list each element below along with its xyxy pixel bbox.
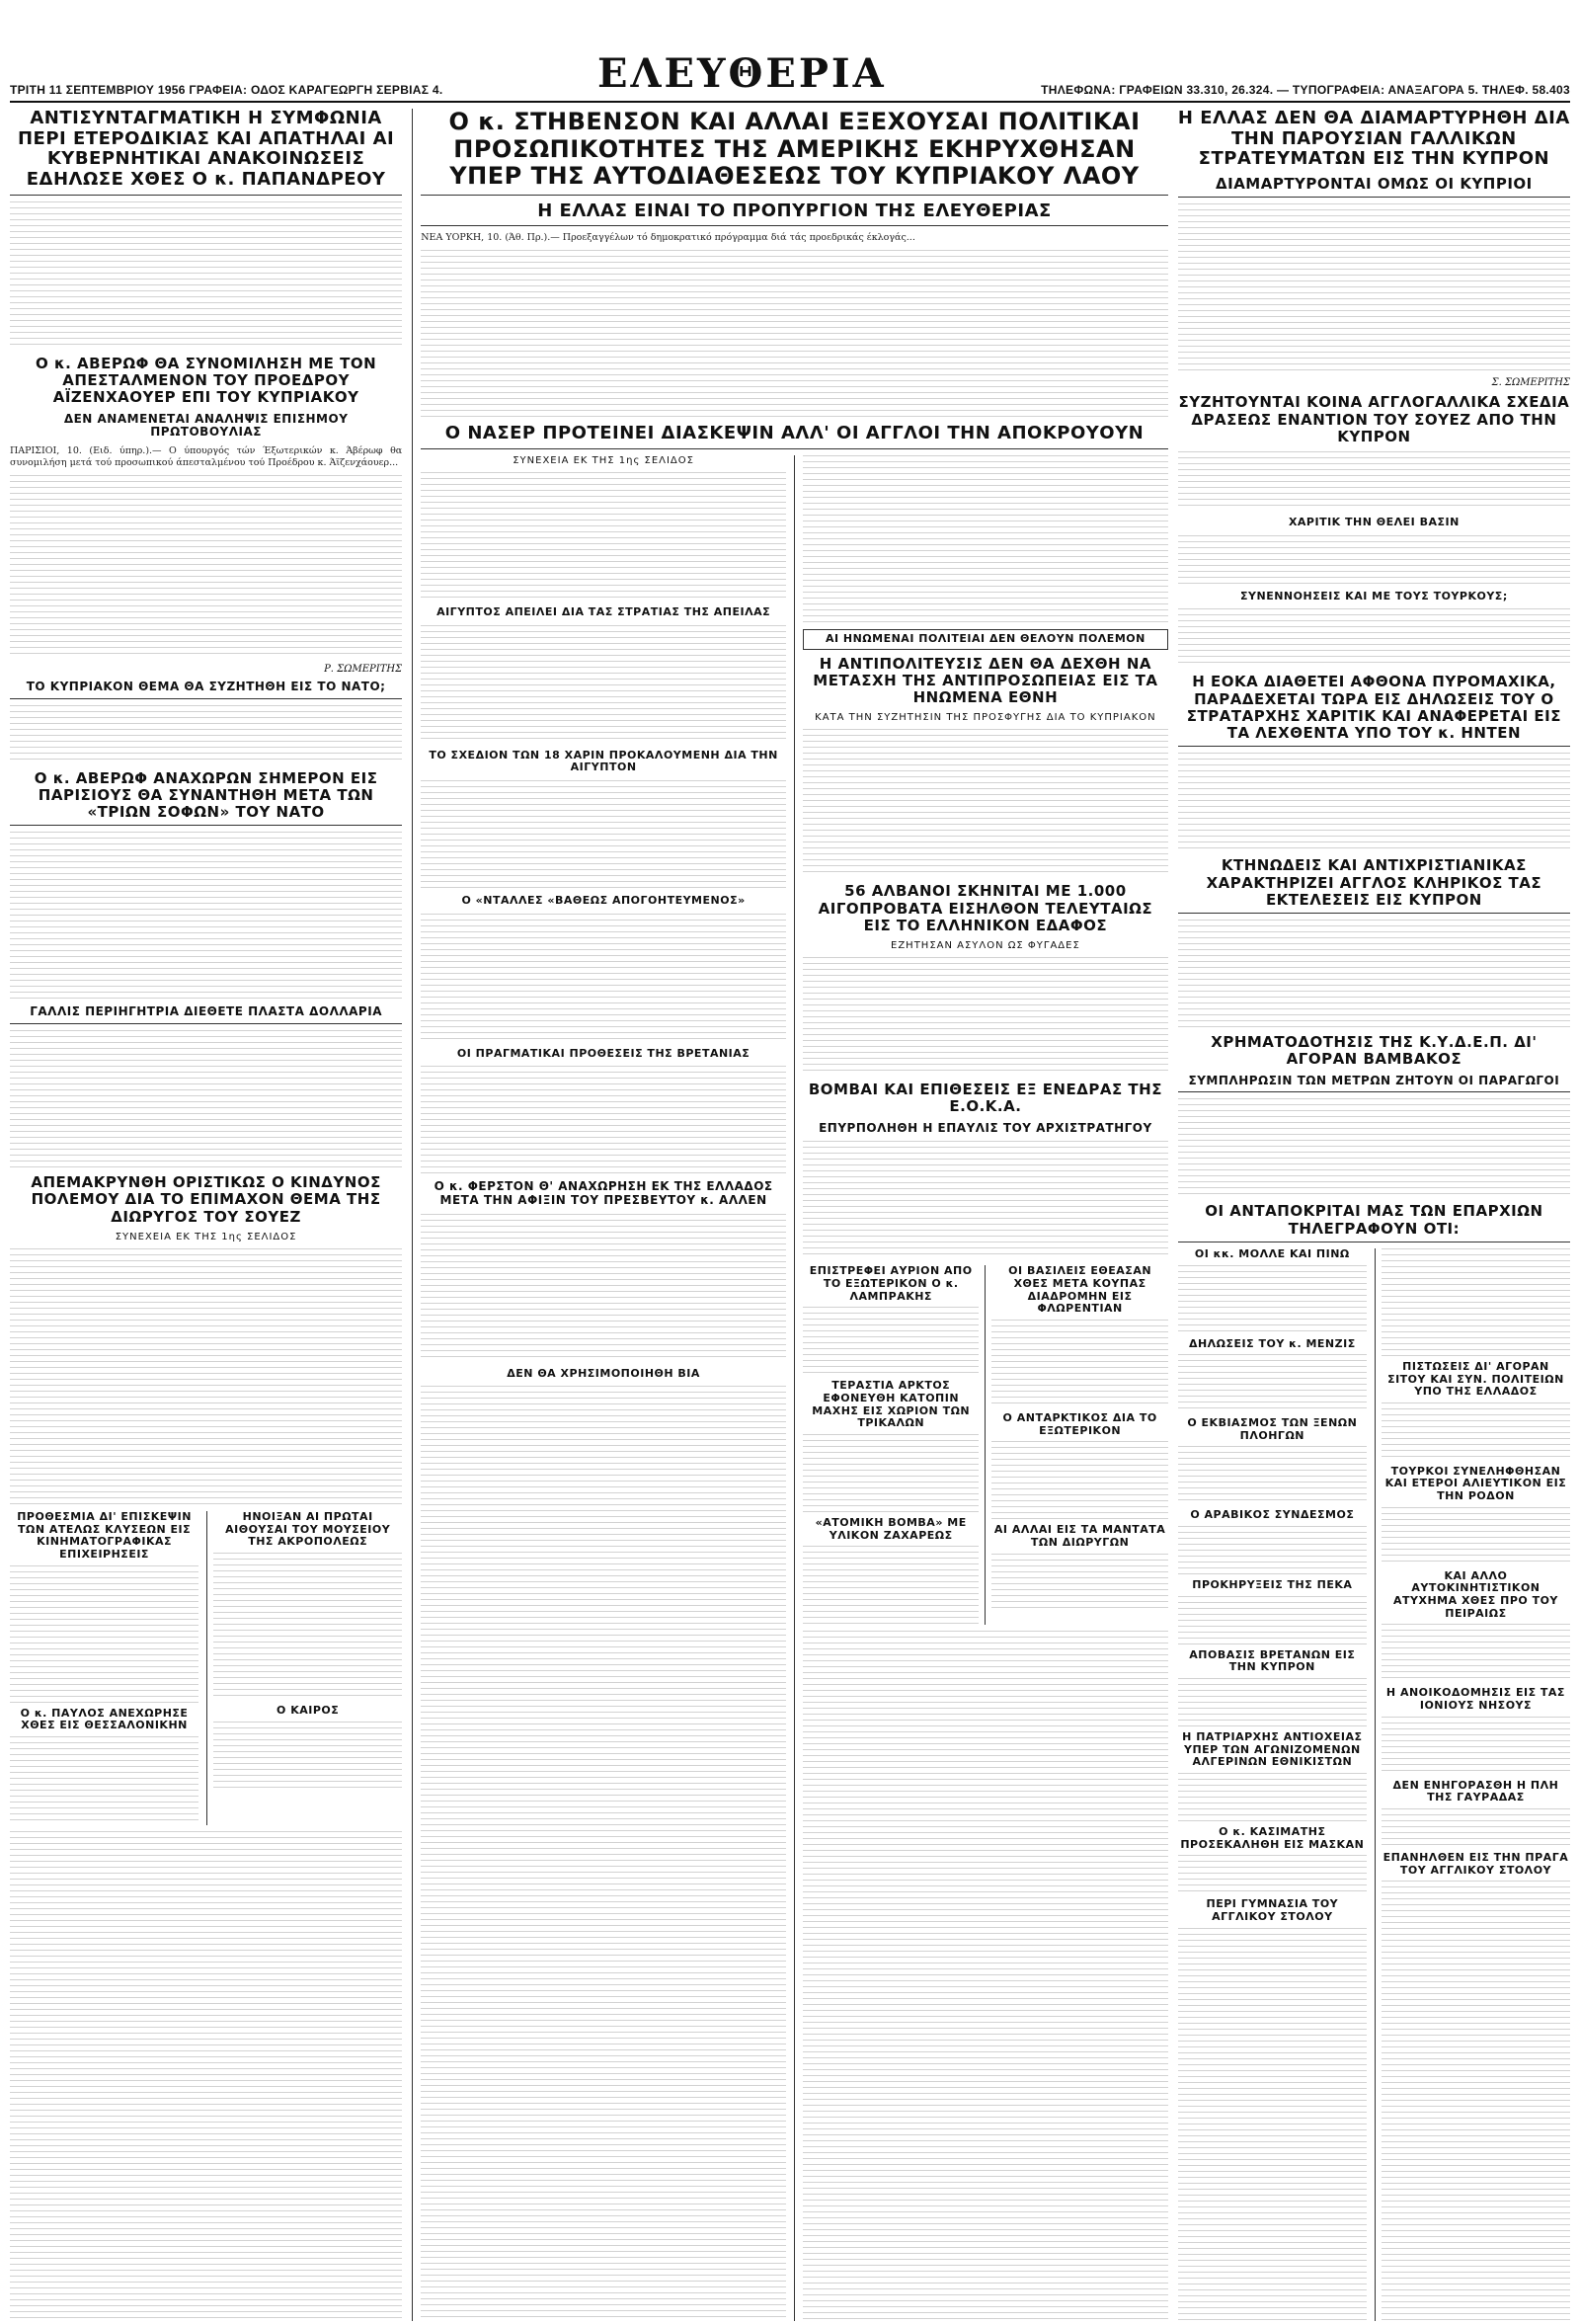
headline-provincial-correspondents: ΟΙ ΑΝΤΑΠΟΚΡΙΤΑΙ ΜΑΣ ΤΩΝ ΕΠΑΡΧΙΩΝ ΤΗΛΕΓΡΑΦΟΥΝ ΟΤΙ: <box>1178 1203 1570 1242</box>
headline-eoka-ammunition: Η ΕΟΚΑ ΔΙΑΘΕΤΕΙ ΑΦΘΟΝΑ ΠΥΡΟΜΑΧΙΚΑ, ΠΑΡΑΔΕΧΕΤΑΙ ΤΩΡΑ ΕΙΣ ΔΗΛΩΣΕΙΣ ΤΟΥ Ο ΣΤΡΑΤΑΡΧΗΣ ΧΑΡΙΤΙΚ ΚΑΙ ΑΝΑΦΕΡΕΤΑΙ ΕΙΣ ΤΑ ΛΕΧΘΕΝΤΑ ΥΠΟ ΤΟΥ κ. ΗΝΤΕΝ <box>1178 674 1570 747</box>
article-body <box>10 832 402 1000</box>
subheadline-asylum: ΕΖΗΤΗΣΑΝ ΑΣΥΛΟΝ ΩΣ ΦΥΓΑΔΕΣ <box>891 940 1080 952</box>
article-body <box>803 729 1168 877</box>
article-body <box>991 1441 1167 1520</box>
headline-canals: ΑΙ ΑΛΛΑΙ ΕΙΣ ΤΑ ΜΑΝΤΑΤΑ ΤΩΝ ΔΙΩΡΥΓΩΝ <box>993 1523 1166 1549</box>
middle-columns <box>421 455 1168 2321</box>
article-body <box>10 201 402 350</box>
dateline-paris: ΠΑΡΙΣΙΟΙ, 10. (Ειδ. ύπηρ.).— Ο ύπουργός τών Έξωτερικών κ. Άβέρωφ θα συνομιλήση μετά τού προσωπικού άπεσταλμένου τού Προέδρου κ. Άϊζενχάουερ... <box>10 445 403 468</box>
right-bottom-b <box>1375 1248 1570 2321</box>
masthead-date-address: ΤΡΙΤΗ 11 ΣΕΠΤΕΜΒΡΙΟΥ 1956 ΓΡΑΦΕΙΑ: ΟΔΟΣ ΚΑΡΑΓΕΩΡΓΗ ΣΕΡΒΙΑΣ 4. <box>10 83 443 97</box>
headline-acropolis-museum: ΗΝΟΙΞΑΝ ΑΙ ΠΡΩΤΑΙ ΑΙΘΟΥΣΑΙ ΤΟΥ ΜΟΥΣΕΙΟΥ ΤΗΣ ΑΚΡΟΠΟΛΕΩΣ <box>225 1509 391 1549</box>
article-body <box>803 1307 979 1376</box>
article-body <box>1178 1446 1367 1505</box>
headline-fleet-exercise: ΠΕΡΙ ΓΥΜΝΑΣΙΑ ΤΟΥ ΑΓΓΛΙΚΟΥ ΣΤΟΛΟΥ <box>1206 1897 1339 1923</box>
headline-albanians: 56 ΑΛΒΑΝΟΙ ΣΚΗΝΙΤΑΙ ΜΕ 1.000 ΑΙΓΟΠΡΟΒΑΤΑ ΕΙΣΗΛΘΟΝ ΤΕΛΕΥΤΑΙΩΣ ΕΙΣ ΤΟ ΕΛΛΗΝΙΚΟΝ ΕΔΑΦΟΣ <box>818 882 1153 934</box>
headline-gavrada: ΔΕΝ ΕΝΗΓΟΡΑΣΘΗ Η ΠΛΗ ΤΗΣ ΓΑΥΡΑΔΑΣ <box>1392 1778 1559 1804</box>
article-body <box>991 1554 1167 1613</box>
subheadline-cypriots-protest: ΔΙΑΜΑΡΤΥΡΟΝΤΑΙ ΟΜΩΣ ΟΙ ΚΥΠΡΙΟΙ <box>1178 176 1570 198</box>
article-body <box>1382 1402 1570 1462</box>
bottom-left-b <box>206 1511 402 1825</box>
headline-dulles: Ο «ΝΤΑΛΛΕΣ «ΒΑΘΕΩΣ ΑΠΟΓΟΗΤΕΥΜΕΝΟΣ» <box>461 893 746 907</box>
headline-greece-bastion: Η ΕΛΛΑΣ ΕΙΝΑΙ ΤΟ ΠΡΟΠΥΡΓΙΟΝ ΤΗΣ ΕΛΕΥΘΕΡΙΑΣ <box>421 201 1168 227</box>
middle-section <box>412 109 1168 2321</box>
article-body <box>10 475 402 658</box>
headline-cyprus-nato: ΤΟ ΚΥΠΡΙΑΚΟΝ ΘΕΜΑ ΘΑ ΣΥΖΗΤΗΘΗ ΕΙΣ ΤΟ ΝΑΤΟ; <box>10 681 402 699</box>
headline-arab-league: Ο ΑΡΑΒΙΚΟΣ ΣΥΝΔΕΣΜΟΣ <box>1190 1508 1355 1522</box>
subheadline-harding-base: ΧΑΡΙΤΙΚ ΤΗΝ ΘΕΛΕΙ ΒΑΣΙΝ <box>1288 516 1460 529</box>
middle-bottom-b <box>985 1265 1167 1625</box>
headline-greece-no-protest: Η ΕΛΛΑΣ ΔΕΝ ΘΑ ΔΙΑΜΑΡΤΥΡΗΘΗ ΔΙΑ ΤΗΝ ΠΑΡΟΥΣΙΑΝ ΓΑΛΛΙΚΩΝ ΣΤΡΑΤΕΥΜΑΤΩΝ ΕΙΣ ΤΗΝ ΚΥΠΡΟΝ <box>1177 109 1570 170</box>
headline-pavlos: Ο κ. ΠΑΥΛΟΣ ΑΝΕΧΩΡΗΣΕ ΧΘΕΣ ΕΙΣ ΘΕΣΣΑΛΟΝΙΚΗΝ <box>20 1706 189 1732</box>
article-body <box>1178 1773 1367 1822</box>
right-column <box>1178 109 1570 2321</box>
article-body <box>803 1546 979 1625</box>
article-body <box>1382 1881 1570 2321</box>
byline-someritis-right: Σ. ΣΩΜΕΡΙΤΗΣ <box>1491 377 1570 389</box>
left-column <box>10 109 402 2321</box>
article-body <box>10 705 402 764</box>
subheadline-producers: ΣΥΜΠΛΗΡΩΣΙΝ ΤΩΝ ΜΕΤΡΩΝ ΖΗΤΟΥΝ ΟΙ ΠΑΡΑΓΩΓΟΙ <box>1178 1075 1570 1093</box>
article-body <box>803 957 1168 1076</box>
article-body <box>1382 1717 1570 1776</box>
headline-lambrakis: ΕΠΙΣΤΡΕΦΕΙ ΑΥΡΙΟΝ ΑΠΟ ΤΟ ΕΞΩΤΕΡΙΚΟΝ Ο κ. ΛΑΜΠΡΑΚΗΣ <box>809 1264 973 1303</box>
headline-rhodes-turks: ΤΟΥΡΚΟΙ ΣΥΝΕΛΗΦΘΗΣΑΝ ΚΑΙ ΕΤΕΡΟΙ ΑΛΙΕΥΤΙΚΟΝ ΕΙΣ ΤΗΝ ΡΟΔΟΝ <box>1384 1464 1567 1503</box>
headline-pilots: Ο ΕΚΒΙΑΣΜΟΣ ΤΩΝ ΞΕΝΩΝ ΠΛΟΗΓΩΝ <box>1187 1416 1358 1442</box>
headline-no-force: ΔΕΝ ΘΑ ΧΡΗΣΙΜΟΠΟΙΗΘΗ ΒΙΑ <box>507 1366 700 1380</box>
article-body <box>1178 1098 1570 1197</box>
headline-peka: ΠΡΟΚΗΡΥΞΕΙΣ ΤΗΣ ΠΕΚΑ <box>1192 1578 1353 1592</box>
article-body <box>10 1736 198 1825</box>
article-body <box>421 1066 786 1174</box>
article-body <box>803 1631 1168 2321</box>
article-body <box>1178 451 1570 511</box>
bottom-left-split <box>10 1511 402 1825</box>
headline-wheat-credits: ΠΙΣΤΩΣΕΙΣ ΔΙ' ΑΓΟΡΑΝ ΣΙΤΟΥ ΚΑΙ ΣΥΝ. ΠΟΛΙΤΕΙΩΝ ΥΠΟ ΤΗΣ ΕΛΛΑΔΟΣ <box>1387 1359 1564 1399</box>
masthead <box>10 6 1570 103</box>
article-body <box>1178 608 1570 668</box>
headline-kings-florence: ΟΙ ΒΑΣΙΛΕΙΣ ΕΘΕΑΣΑΝ ΧΘΕΣ ΜΕΤΑ ΚΟΥΠΑΣ ΔΙΑΔΡΟΜΗΝ ΕΙΣ ΦΛΩΡΕΝΤΙΑΝ <box>1008 1264 1152 1316</box>
article-body <box>421 914 786 1042</box>
headline-menzies: ΔΗΛΩΣΕΙΣ ΤΟΥ κ. ΜΕΝΖΙΣ <box>1188 1336 1356 1350</box>
headline-praga: ΕΠΑΝΗΛΘΕΝ ΕΙΣ ΤΗΝ ΠΡΑΓΑ ΤΟΥ ΑΓΓΛΙΚΟΥ ΣΤΟΛΟΥ <box>1382 1850 1569 1877</box>
headline-averof-paris: Ο κ. ΑΒΕΡΩΦ ΑΝΑΧΩΡΩΝ ΣΗΜΕΡΟΝ ΕΙΣ ΠΑΡΙΣΙΟΥΣ ΘΑ ΣΥΝΑΝΤΗΘΗ ΜΕΤΑ ΤΩΝ «ΤΡΙΩΝ ΣΟΦΩΝ» ΤΟΥ ΝΑΤΟ <box>10 770 402 827</box>
continued-note: ΣΥΝΕΧΕΙΑ ΕΚ ΤΗΣ 1ης ΣΕΛΙΔΟΣ <box>115 1231 297 1242</box>
article-body <box>803 455 1168 623</box>
article-body <box>991 1320 1167 1408</box>
headline-cleric-executions: ΚΤΗΝΩΔΕΙΣ ΚΑΙ ΑΝΤΙΧΡΙΣΤΙΑΝΙΚΑΣ ΧΑΡΑΚΤΗΡΙΖΕΙ ΑΓΓΛΟΣ ΚΛΗΡΙΚΟΣ ΤΑΣ ΕΚΤΕΛΕΣΕΙΣ ΕΙΣ ΚΥΠΡΟΝ <box>1178 857 1570 914</box>
subheadline-no-initiative: ΔΕΝ ΑΝΑΜΕΝΕΤΑΙ ΑΝΑΛΗΨΙΣ ΕΠΙΣΗΜΟΥ ΠΡΩΤΟΒΟΥΛΙΑΣ <box>63 411 349 440</box>
article-body <box>1178 1354 1367 1413</box>
article-body <box>1382 1507 1570 1566</box>
page-columns <box>10 109 1570 2321</box>
headline-firston: Ο κ. ΦΕΡΣΤΟΝ Θ' ΑΝΑΧΩΡΗΣΗ ΕΚ ΤΗΣ ΕΛΛΑΔΟΣ ΜΕΤΑ ΤΗΝ ΑΦΙΞΙΝ ΤΟΥ ΠΡΕΣΒΕΥΤΟΥ κ. ΑΛΛΕΝ <box>434 1179 773 1208</box>
headline-nasser: Ο ΝΑΣΕΡ ΠΡΟΤΕΙΝΕΙ ΔΙΑΣΚΕΨΙΝ ΑΛΛ' ΟΙ ΑΓΓΛΟΙ ΤΗΝ ΑΠΟΚΡΟΥΟΥΝ <box>421 424 1168 449</box>
article-body <box>1382 1248 1570 1357</box>
middle-bottom-a <box>803 1265 979 1625</box>
article-body <box>10 1565 198 1704</box>
headline-us-no-war: ΑΙ ΗΝΩΜΕΝΑΙ ΠΟΛΙΤΕΙΑΙ ΔΕΝ ΘΕΛΟΥΝ ΠΟΛΕΜΟΝ <box>803 629 1168 650</box>
article-body <box>421 472 786 601</box>
article-body <box>1178 1526 1367 1575</box>
article-body <box>1178 203 1570 371</box>
middle-col-b <box>794 455 1168 2321</box>
headline-car-accident: ΚΑΙ ΑΛΛΟ ΑΥΤΟΚΙΝΗΤΙΣΤΙΚΟΝ ΑΤΥΧΗΜΑ ΧΘΕΣ ΠΡΟ ΤΟΥ ΠΕΙΡΑΙΩΣ <box>1392 1568 1558 1620</box>
headline-british-intentions: ΟΙ ΠΡΑΓΜΑΤΙΚΑΙ ΠΡΟΘΕΣΕΙΣ ΤΗΣ ΒΡΕΤΑΝΙΑΣ <box>456 1046 750 1060</box>
article-body <box>421 250 1168 418</box>
headline-averof-eisenhower: Ο κ. ΑΒΕΡΩΦ ΘΑ ΣΥΝΟΜΙΛΗΣΗ ΜΕ ΤΟΝ ΑΠΕΣΤΑΛΜΕΝΟΝ ΤΟΥ ΠΡΟΕΔΡΟΥ ΑΪΖΕΝΧΑΟΥΕΡ ΕΠΙ ΤΟΥ ΚΥΠΡΙΑΚΟΥ <box>36 354 377 407</box>
article-body <box>213 1722 402 1791</box>
masthead-phones: ΤΗΛΕΦΩΝΑ: ΓΡΑΦΕΙΩΝ 33.310, 26.324. — ΤΥΠΟΓΡΑΦΕΙΑ: ΑΝΑΞΑΓΟΡΑ 5. ΤΗΛΕΦ. 58.403 <box>1041 83 1570 97</box>
article-body <box>1178 753 1570 851</box>
continued-note: ΣΥΝΕΧΕΙΑ ΕΚ ΤΗΣ 1ης ΣΕΛΙΔΟΣ <box>513 455 694 467</box>
headline-kydep-cotton: ΧΡΗΜΑΤΟΔΟΤΗΣΙΣ ΤΗΣ Κ.Υ.Δ.Ε.Π. ΔΙ' ΑΓΟΡΑΝ ΒΑΜΒΑΚΟΣ <box>1211 1033 1538 1069</box>
middle-bottom-split <box>803 1265 1168 1625</box>
article-body <box>10 1831 402 2321</box>
headline-ionian-rebuilding: Η ΑΝΟΙΚΟΔΟΜΗΣΙΣ ΕΙΣ ΤΑΣ ΙΟΝΙΟΥΣ ΝΗΣΟΥΣ <box>1385 1686 1565 1712</box>
headline-suez-war: ΑΠΕΜΑΚΡΥΝΘΗ ΟΡΙΣΤΙΚΩΣ Ο ΚΙΝΔΥΝΟΣ ΠΟΛΕΜΟΥ ΔΙΑ ΤΟ ΕΠΙΜΑΧΟΝ ΘΕΜΑ ΤΗΣ ΔΙΩΡΥΓΟΣ ΤΟΥ ΣΟΥΕΖ <box>31 1173 381 1226</box>
article-body <box>1178 1596 1367 1645</box>
headline-eoka-bombs: ΒΟΜΒΑΙ ΚΑΙ ΕΠΙΘΕΣΕΙΣ ΕΞ ΕΝΕΔΡΑΣ ΤΗΣ Ε.Ο.Κ.Α. <box>808 1081 1162 1116</box>
headline-antarktikos: Ο ΑΝΤΑΡΚΤΙΚΟΣ ΔΙΑ ΤΟ ΕΞΩΤΕΡΙΚΟΝ <box>1002 1411 1157 1437</box>
headline-stevenson: Ο κ. ΣΤΗΒΕΝΣΟΝ ΚΑΙ ΑΛΛΑΙ ΕΞΕΧΟΥΣΑΙ ΠΟΛΙΤΙΚΑΙ ΠΡΟΣΩΠΙΚΟΤΗΤΕΣ ΤΗΣ ΑΜΕΡΙΚΗΣ ΕΚΗΡΥΧΘΗΣΑΝ ΥΠΕΡ ΤΗΣ ΑΥΤΟΔΙΑΘΕΣΕΩΣ ΤΟΥ ΚΥΠΡΙΑΚΟΥ ΛΑΟΥ <box>421 109 1168 196</box>
headline-cinema: ΠΡΟΘΕΣΜΙΑ ΔΙ' ΕΠΙΣΚΕΨΙΝ ΤΩΝ ΑΤΕΛΩΣ ΚΛΥΣΕΩΝ ΕΙΣ ΚΙΝΗΜΑΤΟΓΡΑΦΙΚΑΣ ΕΠΙΧΕΙΡΗΣΕΙΣ <box>17 1509 192 1561</box>
article-body <box>1178 1928 1367 2322</box>
headline-mollet-pineau: ΟΙ κκ. ΜΟΛΛΕ ΚΑΙ ΠΙΝΩ <box>1194 1247 1350 1260</box>
article-body <box>421 780 786 889</box>
article-body <box>1382 1808 1570 1848</box>
headline-anglofrench-plans: ΣΥΖΗΤΟΥΝΤΑΙ ΚΟΙΝΑ ΑΓΓΛΟΓΑΛΛΙΚΑ ΣΧΕΔΙΑ ΔΡΑΣΕΩΣ ΕΝΑΝΤΙΟΝ ΤΟΥ ΣΟΥΕΖ ΑΠΟ ΤΗΝ ΚΥΠΡΟΝ <box>1178 393 1570 445</box>
newspaper-title: ΕΛΕΥΘΕΡΙΑ <box>596 50 887 97</box>
subheadline-cyprus-appeal: ΚΑΤΑ ΤΗΝ ΣΥΖΗΤΗΣΙΝ ΤΗΣ ΠΡΟΣΦΥΓΗΣ ΔΙΑ ΤΟ ΚΥΠΡΙΑΚΟΝ <box>815 712 1156 724</box>
headline-dollars: ΓΑΛΛΙΣ ΠΕΡΙΗΓΗΤΡΙΑ ΔΙΕΘΕΤΕ ΠΛΑΣΤΑ ΔΟΛΛΑΡΙΑ <box>10 1005 402 1024</box>
bottom-left-a <box>10 1511 198 1825</box>
headline-kasimatis: Ο κ. ΚΑΣΙΜΑΤΗΣ ΠΡΟΣΕΚΑΛΗΘΗ ΕΙΣ ΜΑΣΚΑΝ <box>1180 1824 1365 1851</box>
article-body <box>421 1214 786 1362</box>
headline-papandreou: ΑΝΤΙΣΥΝΤΑΓΜΑΤΙΚΗ Η ΣΥΜΦΩΝΙΑ ΠΕΡΙ ΕΤΕΡΟΔΙΚΙΑΣ ΚΑΙ ΑΠΑΤΗΛΑΙ ΑΙ ΚΥΒΕΡΝΗΤΙΚΑΙ ΑΝΑΚΟΙΝΩΣΕΙΣ ΕΔΗΛΩΣΕ ΧΘΕΣ Ο κ. ΠΑΠΑΝΔΡΕΟΥ <box>10 109 402 196</box>
headline-egypt-threat: ΑΙΓΥΠΤΟΣ ΑΠΕΙΛΕΙ ΔΙΑ ΤΑΣ ΣΤΡΑΤΙΑΣ ΤΗΣ ΑΠΕΙΛΑΣ <box>436 605 771 619</box>
headline-plan-18: ΤΟ ΣΧΕΔΙΟΝ ΤΩΝ 18 ΧΑΡΙΝ ΠΡΟΚΑΛΟΥΜΕΝΗ ΔΙΑ ΤΗΝ ΑΙΓΥΠΤΟΝ <box>429 748 778 774</box>
article-body <box>421 625 786 744</box>
middle-col-a <box>421 455 786 2321</box>
article-body <box>1178 1265 1367 1334</box>
article-body <box>803 1434 979 1513</box>
dateline-new-york: ΝΕΑ ΥΟΡΚΗ, 10. (Άθ. Πρ.).— Προεξαγγέλων τό δημοκρατικό πρόγραμμα διά τάς προεδρικάς έκλογάς... <box>421 232 915 244</box>
article-body <box>1382 1624 1570 1683</box>
subheadline-villa-burned: ΕΠΥΡΠΟΛΗΘΗ Η ΕΠΑΥΛΙΣ ΤΟΥ ΑΡΧΙΣΤΡΑΤΗΓΟΥ <box>819 1120 1152 1135</box>
right-bottom-split <box>1178 1248 1570 2321</box>
article-body <box>1178 920 1570 1028</box>
article-body <box>421 1386 786 2321</box>
headline-weather: Ο ΚΑΙΡΟΣ <box>276 1703 340 1717</box>
article-body <box>803 1141 1168 1259</box>
article-body <box>10 1030 402 1168</box>
article-body <box>1178 1855 1367 1894</box>
headline-opposition-un: Η ΑΝΤΙΠΟΛΙΤΕΥΣΙΣ ΔΕΝ ΘΑ ΔΕΧΘΗ ΝΑ ΜΕΤΑΣΧΗ ΤΗΣ ΑΝΤΙΠΡΟΣΩΠΕΙΑΣ ΕΙΣ ΤΑ ΗΝΩΜΕΝΑ ΕΘΝΗ <box>813 654 1158 707</box>
article-body <box>10 1248 402 1505</box>
article-body <box>1178 535 1570 585</box>
article-body <box>213 1553 402 1701</box>
headline-atomic-bomb: «ΑΤΟΜΙΚΗ ΒΟΜΒΑ» ΜΕ ΥΛΙΚΟΝ ΖΑΧΑΡΕΩΣ <box>815 1515 967 1542</box>
subheadline-turks: ΣΥΝΕΝΝΟΗΣΕΙΣ ΚΑΙ ΜΕ ΤΟΥΣ ΤΟΥΡΚΟΥΣ; <box>1240 589 1508 602</box>
headline-patriarch: Η ΠΑΤΡΙΑΡΧΗΣ ΑΝΤΙΟΧΕΙΑΣ ΥΠΕΡ ΤΩΝ ΑΓΩΝΙΖΟΜΕΝΩΝ ΑΛΓΕΡΙΝΩΝ ΕΘΝΙΚΙΣΤΩΝ <box>1182 1730 1363 1769</box>
byline-someritis: Ρ. ΣΩΜΕΡΙΤΗΣ <box>324 663 403 675</box>
right-bottom-a <box>1178 1248 1367 2321</box>
headline-british-landing: ΑΠΟΒΑΣΙΣ ΒΡΕΤΑΝΩΝ ΕΙΣ ΤΗΝ ΚΥΠΡΟΝ <box>1189 1647 1356 1674</box>
headline-bear: ΤΕΡΑΣΤΙΑ ΑΡΚΤΟΣ ΕΦΟΝΕΥΘΗ ΚΑΤΟΠΙΝ ΜΑΧΗΣ ΕΙΣ ΧΩΡΙΟΝ ΤΩΝ ΤΡΙΚΑΛΩΝ <box>812 1379 971 1430</box>
article-body <box>1178 1678 1367 1727</box>
